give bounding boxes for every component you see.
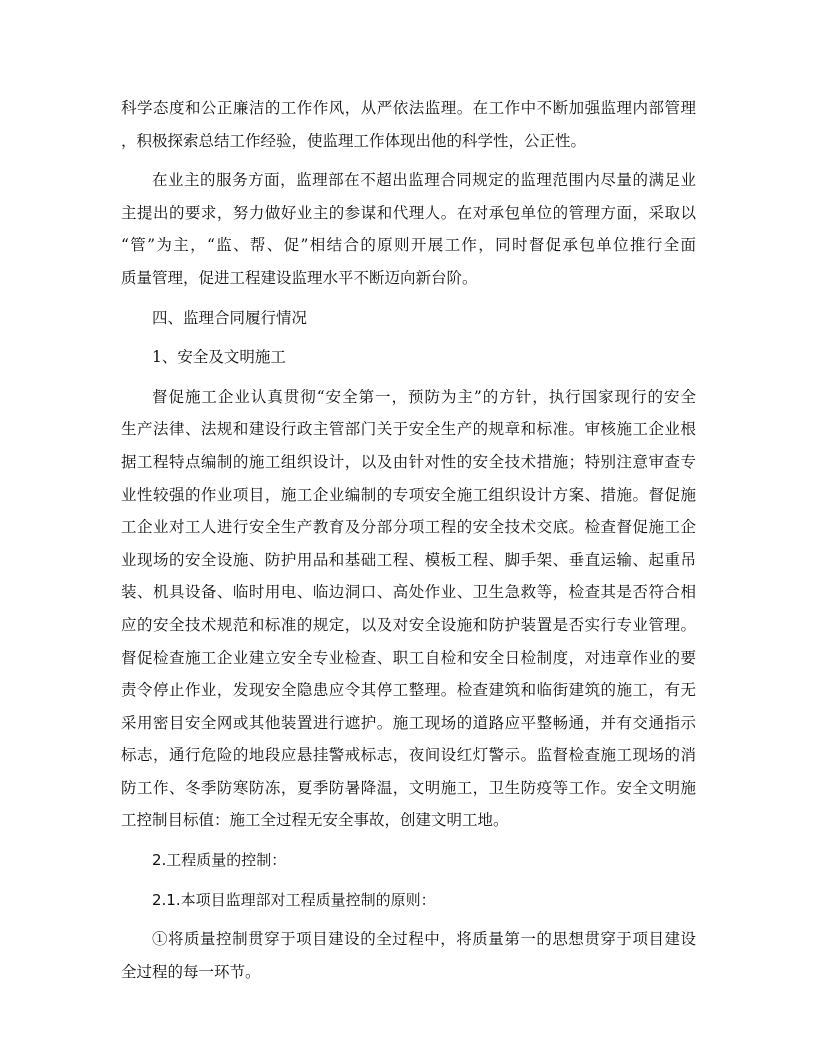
subsection-heading: 2.工程质量的控制： <box>152 851 287 870</box>
paragraph-line: ，积极探索总结工作经验，使监理工作体现出他的科学性，公正性。 <box>121 131 587 150</box>
paragraph-line: 督促施工企业认真贯彻“安全第一，预防为主”的方针，执行国家现行的安全 <box>152 387 696 406</box>
paragraph-line: 装、机具设备、临时用电、临边洞口、高处作业、卫生急救等，检查其是否符合相 <box>121 583 696 602</box>
paragraph-line: 采用密目安全网或其他装置进行遮护。施工现场的道路应平整畅通，并有交通指示 <box>121 713 696 732</box>
paragraph-line: 据工程特点编制的施工组织设计，以及由针对性的安全技术措施；特别注意审查专 <box>121 452 696 471</box>
paragraph-line: 工控制目标值：施工全过程无安全事故，创建文明工地。 <box>121 811 509 830</box>
section-heading: 四、监理合同履行情况 <box>152 308 308 327</box>
paragraph-line: “管”为主，“监、帮、促”相结合的原则开展工作，同时督促承包单位推行全面 <box>121 236 696 255</box>
subsection-heading: 2.1.本项目监理部对工程质量控制的原则： <box>152 890 436 909</box>
paragraph-line: 督促检查施工企业建立安全专业检查、职工自检和安全日检制度，对违章作业的要 <box>121 648 696 667</box>
paragraph-line: 主提出的要求，努力做好业主的参谋和代理人。在对承包单位的管理方面，采取以 <box>121 203 696 222</box>
paragraph-line: 防工作、冬季防寒防冻，夏季防暑降温，文明施工，卫生防疫等工作。安全文明施 <box>121 778 696 797</box>
paragraph-line: 业性较强的作业项目，施工企业编制的专项安全施工组织设计方案、措施。督促施 <box>121 485 696 504</box>
paragraph-line: 业现场的安全设施、防护用品和基础工程、模板工程、脚手架、垂直运输、起重吊 <box>121 550 696 569</box>
document-body <box>121 92 696 988</box>
subsection-heading: 1、安全及文明施工 <box>152 348 286 367</box>
paragraph-line: ①将质量控制贯穿于项目建设的全过程中，将质量第一的思想贯穿于项目建设 <box>152 930 696 949</box>
paragraph-line: 应的安全技术规范和标准的规定，以及对安全设施和防护装置是否实行专业管理。 <box>121 615 696 634</box>
paragraph-line: 质量管理，促进工程建设监理水平不断迈向新台阶。 <box>121 268 478 287</box>
paragraph-line: 责令停止作业，发现安全隐患应令其停工整理。检查建筑和临街建筑的施工，有无 <box>121 681 696 700</box>
paragraph-line: 生产法律、法规和建设行政主管部门关于安全生产的规章和标准。审核施工企业根 <box>121 420 696 439</box>
paragraph-line: 科学态度和公正廉洁的工作作风，从严依法监理。在工作中不断加强监理内部管理 <box>121 99 696 117</box>
paragraph-line: 工企业对工人进行安全生产教育及分部分项工程的安全技术交底。检查督促施工企 <box>121 518 696 537</box>
paragraph-line: 标志，通行危险的地段应悬挂警戒标志，夜间设红灯警示。监督检查施工现场的消 <box>121 746 696 765</box>
paragraph-line: 在业主的服务方面，监理部在不超出监理合同规定的监理范围内尽量的满足业 <box>152 171 696 190</box>
paragraph-line: 全过程的每一环节。 <box>121 962 261 981</box>
